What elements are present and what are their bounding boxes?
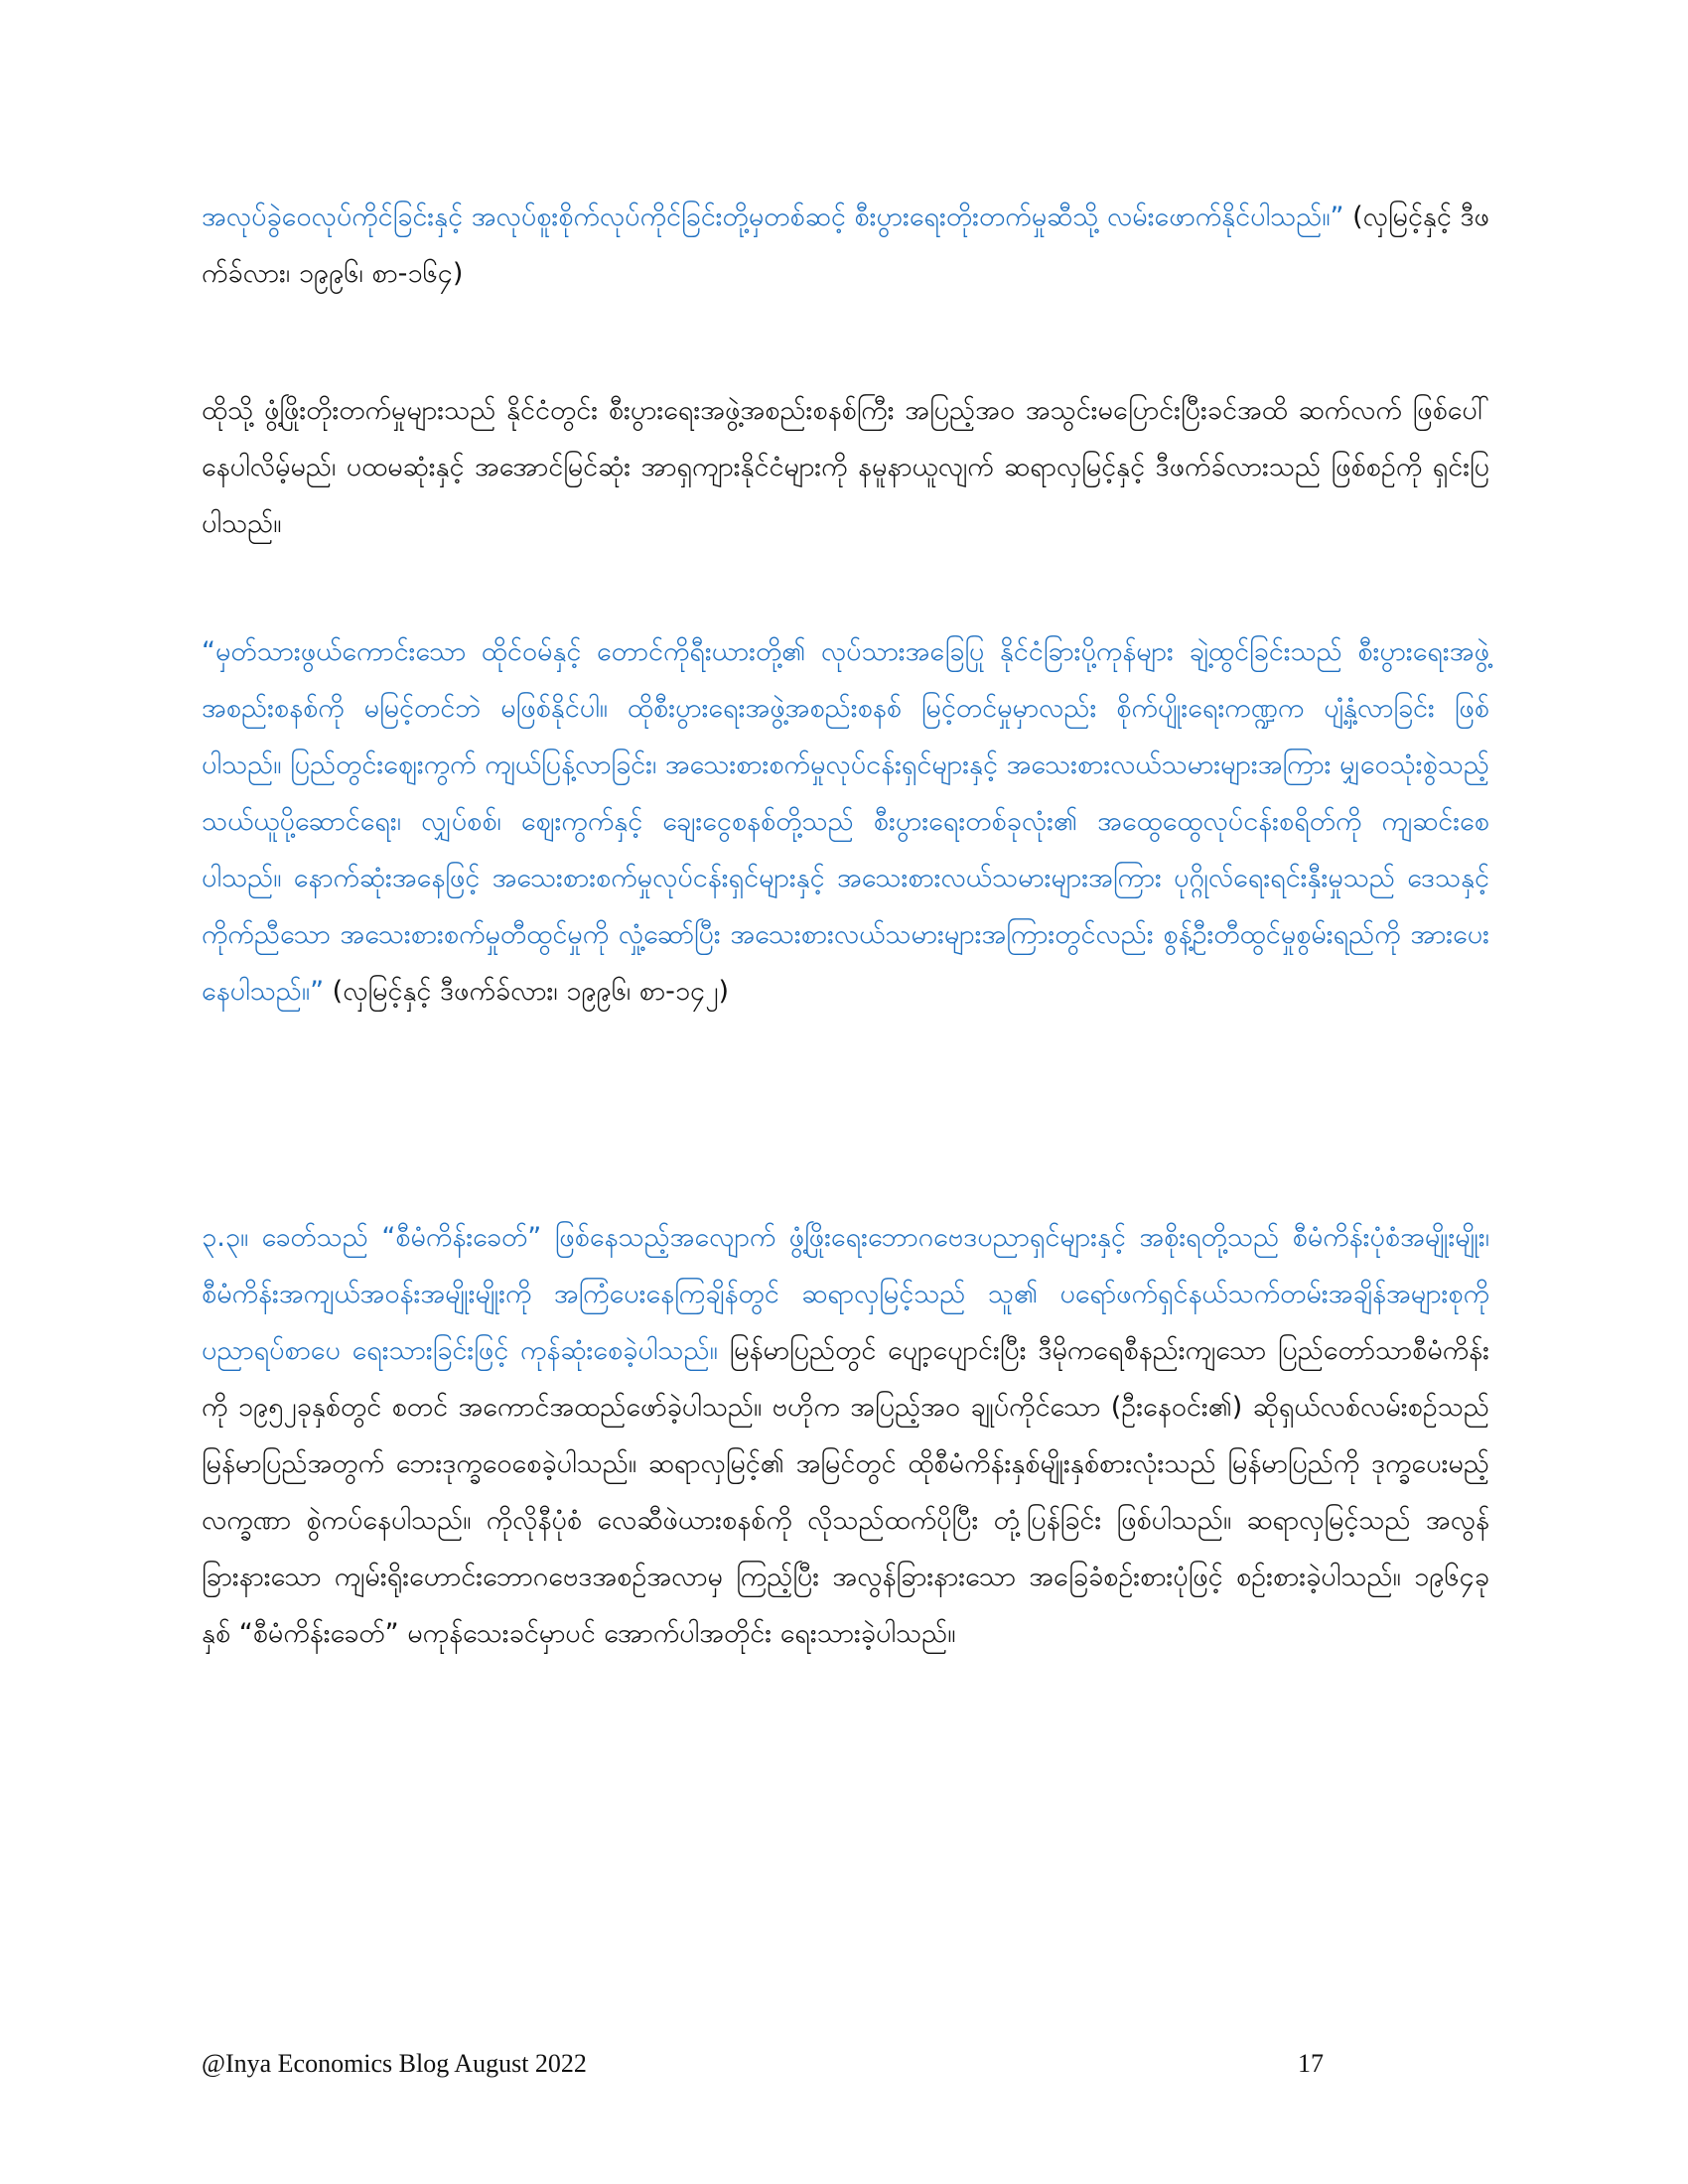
citation-text: (လှမြင့်နှင့် ဒီဖက်ခ်လား၊ ၁၉၉၆၊ စာ-၁၆၄) (202, 202, 1489, 289)
paragraph-quote-2 (202, 623, 1489, 1020)
footer-source: @Inya Economics Blog August 2022 (202, 2049, 587, 2078)
page-number: 17 (1298, 2049, 1324, 2078)
paragraph-body-1 (202, 382, 1489, 552)
section-intro-text: ၃.၃။ ခေတ်သည် “စီမံကိန်းခေတ်” ဖြစ်နေသည့်အလျောက် ဖွံ့ဖြိုးရေးဘောဂဗေဒပညာရှင်များနှင့် အစိုးရတို့သည် စီမံကိန်းပုံစံအမျိုးမျိုး၊ စီမံကိန်းအကျယ်အဝန်းအမျိုးမျိုးကို အကြံပေးနေကြချိန်တွင် ဆရာလှမြင့်သည် သူ၏ ပရော်ဖက်ရှင်နယ်သက်တမ်းအချိန်အများစုကို ပညာရပ်စာပေ ရေးသားခြင်းဖြင့် ကုန်ဆုံးစေခဲ့ပါသည်။ (202, 1222, 1489, 1366)
body-text: မြန်မာပြည်တွင် ပျော့ပျောင်းပြီး ဒီမိုကရေစီနည်းကျသော ပြည်တော်သာစီမံကိန်းကို ၁၉၅၂ခုနှစ်တွင် စတင် အကောင်အထည်ဖော်ခဲ့ပါသည်။ ဗဟိုက အပြည့်အဝ ချုပ်ကိုင်သော (ဦးနေဝင်း၏) ဆိုရှယ်လစ်လမ်းစဉ်သည် မြန်မာပြည်အတွက် ဘေးဒုက္ခဝေစေခဲ့ပါသည်။ ဆရာလှမြင့်၏ အမြင်တွင် ထိုစီမံကိန်းနှစ်မျိုးနှစ်စားလုံးသည် မြန်မာပြည်ကို ဒုက္ခပေးမည့် လက္ခဏာ စွဲကပ်နေပါသည်။ ကိုလိုနီပုံစံ လေဆီဖဲယားစနစ်ကို လိုသည်ထက်ပိုပြီး တုံ့ပြန်ခြင်း ဖြစ်ပါသည်။ ဆရာလှမြင့်သည် အလွန်ခြားနားသော ကျမ်းရိုးဟောင်းဘောဂဗေဒအစဉ်အလာမှ ကြည့်ပြီး အလွန်ခြားနားသော အခြေခံစဉ်းစားပုံဖြင့် စဉ်းစားခဲ့ပါသည်။ ၁၉၆၄ခုနှစ် “စီမံကိန်းခေတ်” မကုန်သေးခင်မှာပင် အောက်ပါအတိုင်း ရေးသားခဲ့ပါသည်။ (202, 1335, 1490, 1649)
paragraph-quote-1 (202, 189, 1489, 302)
citation-text: (လှမြင့်နှင့် ဒီဖက်ခ်လား၊ ၁၉၉၆၊ စာ-၁၄၂) (324, 976, 729, 1007)
body-text: ထိုသို့ ဖွံ့ဖြိုးတိုးတက်မှုများသည် နိုင်ငံတွင်း စီးပွားရေးအဖွဲ့အစည်းစနစ်ကြီး အပြည့်အဝ အသွင်းမပြောင်းပြီးခင်အထိ ဆက်လက် ဖြစ်ပေါ်နေပါလိမ့်မည်၊ ပထမဆုံးနှင့် အအောင်မြင်ဆုံး အာရှကျားနိုင်ငံများကို နမူနာယူလျက် ဆရာလှမြင့်နှင့် ဒီဖက်ခ်လားသည် ဖြစ်စဉ်ကို ရှင်းပြပါသည်။ (202, 395, 1489, 539)
quote-text: “မှတ်သားဖွယ်ကောင်းသော ထိုင်ဝမ်နှင့် တောင်ကိုရီးယားတို့၏ လုပ်သားအခြေပြု နိုင်ငံခြားပို့ကုန်များ ချဲ့ထွင်ခြင်းသည် စီးပွားရေးအဖွဲ့အစည်းစနစ်ကို မမြင့်တင်ဘဲ မဖြစ်နိုင်ပါ။ ထိုစီးပွားရေးအဖွဲ့အစည်းစနစ် မြင့်တင်မှုမှာလည်း စိုက်ပျိုးရေးကဏ္ဍက ပျံ့နှံ့လာခြင်း ဖြစ်ပါသည်။ ပြည်တွင်းဈေးကွက် ကျယ်ပြန့်လာခြင်း၊ အသေးစားစက်မှုလုပ်ငန်းရှင်များနှင့် အသေးစားလယ်သမားများအကြား မျှဝေသုံးစွဲသည့် သယ်ယူပို့ဆောင်ရေး၊ လျှပ်စစ်၊ ဈေးကွက်နှင့် ချေးငွေစနစ်တို့သည် စီးပွားရေးတစ်ခုလုံး၏ အထွေထွေလုပ်ငန်းစရိတ်ကို ကျဆင်းစေပါသည်။ နောက်ဆုံးအနေဖြင့် အသေးစားစက်မှုလုပ်ငန်းရှင်များနှင့် အသေးစားလယ်သမားများအကြား ပုဂ္ဂိုလ်ရေးရင်းနှီးမှုသည် ဒေသနှင့် ကိုက်ညီသော အသေးစားစက်မှုတီထွင်မှုကို လှုံ့ဆော်ပြီး အသေးစားလယ်သမားများအကြားတွင်လည်း စွန့်ဦးတီထွင်မှုစွမ်းရည်ကို အားပေးနေပါသည်။” (202, 636, 1489, 1007)
quote-text: အလုပ်ခွဲဝေလုပ်ကိုင်ခြင်းနှင့် အလုပ်စူးစိုက်လုပ်ကိုင်ခြင်းတို့မှတစ်ဆင့် စီးပွားရေးတိုးတက်မှုဆီသို့ လမ်းဖောက်နိုင်ပါသည်။” (202, 202, 1344, 232)
paragraph-section-3-3 (202, 1209, 1489, 1662)
